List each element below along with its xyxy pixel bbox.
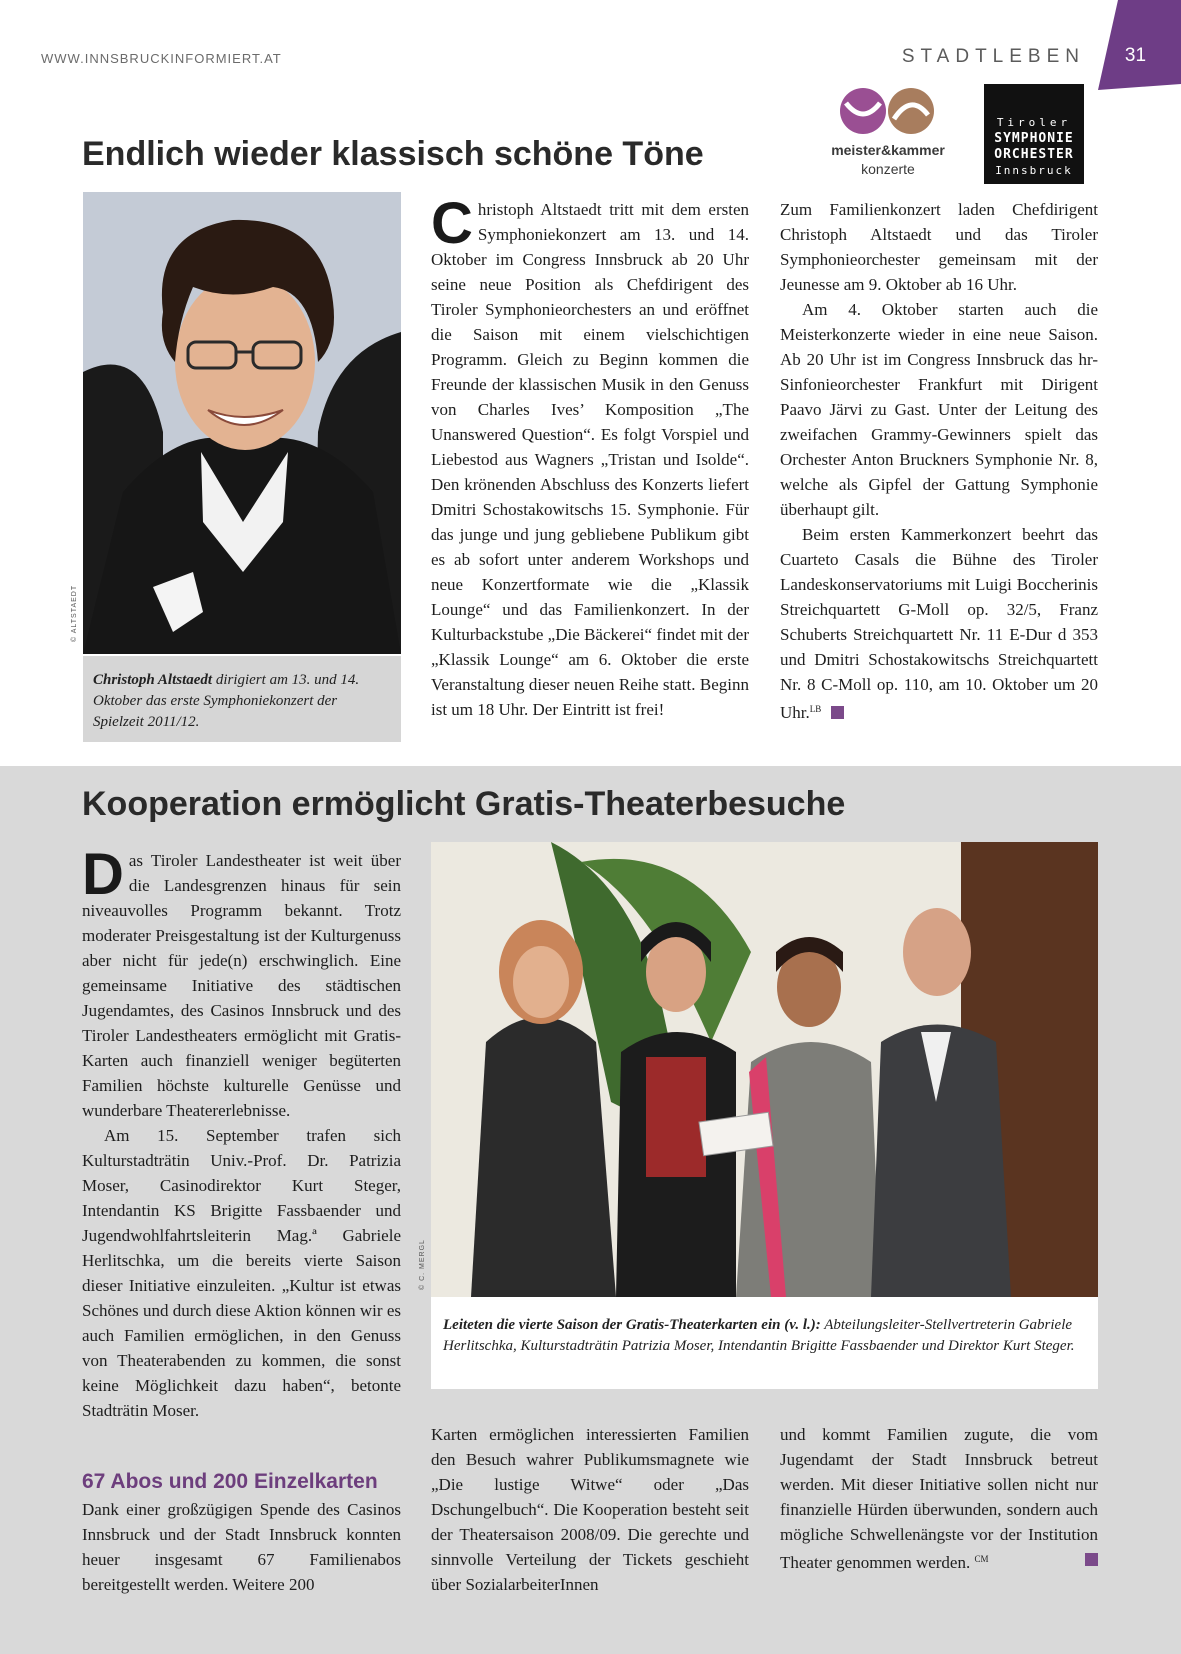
article1-headline: Endlich wieder klassisch schöne Töne — [82, 135, 704, 173]
conductor-portrait-photo — [71, 192, 401, 654]
meister-kammer-emblem — [808, 85, 968, 140]
article1-author-initials: LB — [809, 704, 822, 714]
tso-line-3: ORCHESTER — [994, 147, 1074, 162]
article1-column-1 — [431, 191, 749, 722]
photo2-caption-lead: Leiteten die vierte Saison der Gratis-Theaterkarten ein (v. l.): — [443, 1317, 821, 1333]
article2-dropcap: D — [82, 842, 124, 907]
photo2-credit: © C. MERGL — [419, 1239, 426, 1290]
photo1-caption — [83, 656, 401, 742]
article2-col1-p1: as Tiroler Landestheater ist weit über die Landesgrenzen hinaus für sein niveauvolles Programm bekannt. Trotz moderater Preisgestaltung ist der Kulturgenuss aber nicht für jede(n) erschwinglich. Eine gemeinsame Initiative des städtischen Jugendamtes, des Casinos Innsbruck und des Tiroler Landestheaters ermöglicht mit Gratis-Karten auch finanziell weniger begüterten Familien höchste kulturelle Genüsse und wunderbare Theatererlebnisse. — [82, 851, 401, 1120]
photo1-caption-text: dirigiert am 13. und 14. Oktober das erste Symphoniekonzert der Spielzeit 2011/12. — [93, 672, 360, 730]
meister-kammer-logo — [808, 85, 968, 180]
group-photo — [419, 842, 1098, 1297]
article1-col1-text: hristoph Altstaedt tritt mit dem ersten Symphoniekonzert am 13. und 14. Oktober im Congress Innsbruck ab 20 Uhr seine neue Position als Chefdirigent des Tiroler Symphonieorchesters an und eröffnet die Saison mit einem vielschichtigen Programm. Gleich zu Beginn kommen die Freunde der klassischen Musik in den Genuss von Charles Ives’ Komposition „The Unanswered Question“. Es folgt Vorspiel und Liebestod aus Wagners „Tristan und Isolde“. Den krönenden Abschluss des Konzerts liefert Dmitri Schostakowitschs 15. Symphonie. Für das junge und jung gebliebene Publikum gibt es ab sofort unter anderem Workshops und neue Konzertformate wie die „Klassik Lounge“ und das Familienkonzert. In der Kulturbackstube „Die Bäckerei“ findet mit der „Klassik Lounge“ am 6. Oktober die erste Veranstaltung dieser neuen Reihe statt. Beginn ist um 18 Uhr. Der Eintritt ist frei! — [431, 200, 749, 719]
article2-col1-p2: Am 15. September trafen sich Kulturstadträtin Univ.-Prof. Dr. Patrizia Moser, Casinodirektor Kurt Steger, Intendantin KS Brigitte Fassbaender und Jugendwohlfahrtsleiterin Mag.ª Gabriele Herlitschka, um die bereits vierte Saison dieser Initiative einzuleiten. „Kultur ist etwas Schönes und durch diese Aktion können wir es auch Familien ermöglichen, in den Genuss von Theaterabenden zu kommen, die sonst keine Möglichkeit dazu haben“, betonte Stadträtin Moser. — [82, 1126, 401, 1420]
article-end-mark — [831, 706, 844, 719]
photo1-caption-name: Christoph Altstaedt — [93, 672, 213, 688]
article1-dropcap: C — [431, 191, 473, 256]
article1-col2-p3: Beim ersten Kammerkonzert beehrt das Cuarteto Casals die Bühne des Tiroler Landeskonservatoriums mit Luigi Boccherinis Streichquartett G-Moll op. 32/5, Franz Schuberts Streichquartett Nr. 11 E-Dur d 353 und Dmitri Schostakowitschs Streichquartett Nr. 8 C-Moll op. 110, am 10. Oktober um 20 Uhr. — [780, 525, 1098, 722]
tso-line-1: Tiroler — [996, 116, 1072, 129]
article1-col2-p1: Zum Familienkonzert laden Chefdirigent Christoph Altstaedt und das Tiroler Symphonieorchester gemeinsam mit der Jeunesse am 9. Oktober ab 16 Uhr. — [780, 200, 1098, 294]
article1-col2-p2: Am 4. Oktober starten auch die Meisterkonzerte wieder in eine neue Saison. Ab 20 Uhr ist im Congress Innsbruck das hr-Sinfonieorchester Frankfurt mit Dirigent Paavo Järvi zu Gast. Unter der Leitung des zweifachen Grammy-Gewinners spielt das Orchester Anton Bruckners Symphonie Nr. 8, welche als Gipfel der Gattung Symphonie überhaupt gilt. — [780, 300, 1098, 519]
meister-kammer-name: meister&kammer — [831, 142, 945, 158]
article2-column-2 — [431, 1422, 749, 1597]
photo2-caption — [431, 1297, 1098, 1389]
article2-col3-text: und kommt Familien zugute, die vom Jugendamt der Stadt Innsbruck betreut werden. Mit dieser Initiative sollen nicht nur finanzielle Hürden überwunden, sondern auch mögliche Schwellenängste vor der Institution Theater genommen werden. — [780, 1425, 1098, 1572]
page-number: 31 — [1124, 45, 1147, 66]
article1-column-2 — [780, 197, 1098, 725]
tso-line-2: SYMPHONIE — [994, 131, 1074, 146]
article2-col1-p3: Dank einer großzügigen Spende des Casinos Innsbruck und der Stadt Innsbruck konnten heuer insgesamt 67 Familienabos bereitgestellt werden. Weitere 200 — [82, 1500, 401, 1594]
meister-kammer-sub: konzerte — [861, 161, 915, 177]
article2-author-initials: CM — [974, 1554, 989, 1564]
article2-column-1b — [82, 1497, 401, 1597]
tso-line-4: Innsbruck — [995, 164, 1073, 177]
article2-col2-text: Karten ermöglichen interessierten Familien den Besuch wahrer Publikumsmagnete wie „Die lustige Witwe“ oder „Das Dschungelbuch“. Die Kooperation besteht seit der Theatersaison 2008/09. Die gerechte und sinnvolle Verteilung der Tickets geschieht über SozialarbeiterInnen — [431, 1425, 749, 1594]
tiroler-symphonieorchester-logo — [984, 84, 1084, 184]
article2-column-3 — [780, 1422, 1098, 1575]
article-end-mark-2 — [1085, 1553, 1098, 1566]
section-label: STADTLEBEN — [901, 46, 1085, 67]
photo2-caption-text: Abteilungsleiter-Stellvertreterin Gabriele Herlitschka, Kulturstadträtin Patrizia Moser, Intendantin Brigitte Fassbaender und Direktor Kurt Steger. — [443, 1317, 1075, 1354]
article2-headline: Kooperation ermöglicht Gratis-Theaterbesuche — [82, 785, 846, 823]
photo1-credit: © ALTSTAEDT — [71, 584, 78, 642]
site-url: WWW.INNSBRUCKINFORMIERT.AT — [41, 51, 282, 66]
article2-column-1 — [82, 842, 401, 1423]
article2-subheading: 67 Abos und 200 Einzelkarten — [82, 1470, 378, 1493]
